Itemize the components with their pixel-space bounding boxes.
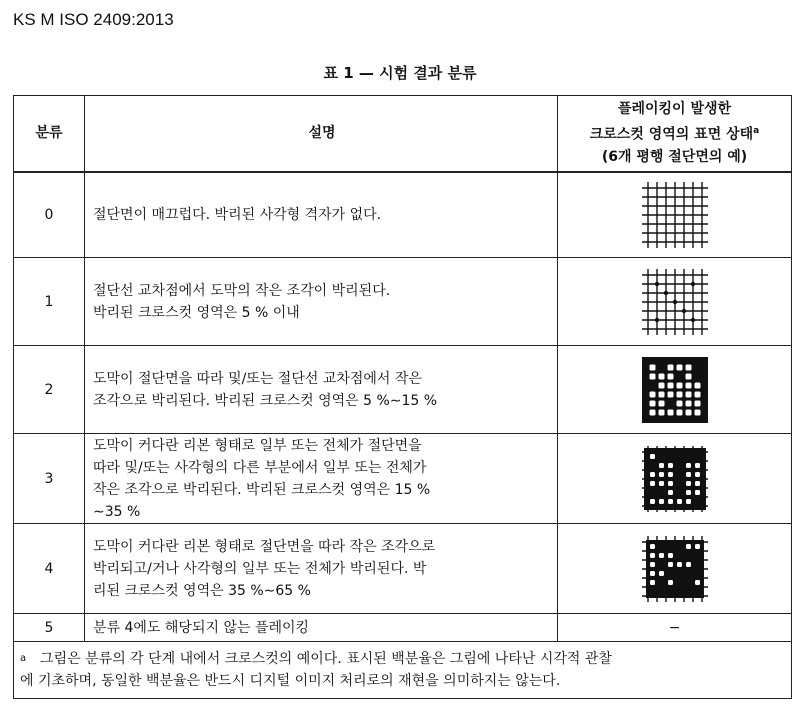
col-image-line3: (6개 평행 절단면의 예)	[601, 149, 748, 166]
table-row	[14, 524, 792, 614]
col-image-line1: 플레이킹이 발생한	[617, 101, 732, 118]
standard-id: KS M ISO 2409:2013	[13, 10, 174, 29]
crosscut-grid-1-icon	[640, 267, 710, 337]
class-cell: 1	[14, 258, 85, 346]
desc-cell: 절단선 교차점에서 도막의 작은 조각이 박리된다. 박리된 크로스컷 영역은 5 % 이내	[85, 258, 558, 346]
col-header-desc: 설명	[85, 96, 558, 172]
table-row	[14, 434, 792, 524]
class-cell: 5	[14, 614, 85, 642]
desc-cell: 도막이 커다란 리본 형태로 일부 또는 전체가 절단면을 따라 및/또는 사각형의 다른 부분에서 일부 또는 전체가 작은 조각으로 박리된다. 박리된 크로스컷 영역은 15 % ∼35 %	[85, 434, 558, 524]
col-header-class: 분류	[14, 96, 85, 172]
table-row	[14, 346, 792, 434]
crosscut-grid-3-icon	[640, 444, 710, 514]
class-cell: 0	[14, 172, 85, 258]
image-cell	[558, 434, 792, 524]
class-cell: 2	[14, 346, 85, 434]
image-cell	[558, 524, 792, 614]
footnote-line1: 그림은 분류의 각 단계 내에서 크로스컷의 예이다. 표시된 백분율은 그림에 나타난 시각적 관찰	[40, 651, 612, 667]
footnote	[14, 642, 792, 699]
crosscut-grid-4-icon	[640, 534, 710, 604]
crosscut-grid-2-icon	[640, 355, 710, 425]
footnote-row	[14, 642, 792, 699]
crosscut-grid-0-icon	[640, 180, 710, 250]
table-row	[14, 258, 792, 346]
image-cell	[558, 172, 792, 258]
desc-cell: 도막이 절단면을 따라 및/또는 절단선 교차점에서 작은 조각으로 박리된다. 박리된 크로스컷 영역은 5 %∼15 %	[85, 346, 558, 434]
image-cell-dash: −	[558, 614, 792, 642]
footnote-mark: a	[20, 653, 27, 664]
table-caption: 표 1 — 시험 결과 분류	[323, 64, 477, 82]
footnote-line2: 에 기초하며, 동일한 백분율은 반드시 디지털 이미지 처리로의 재현을 의미하지는 않는다.	[20, 673, 561, 689]
desc-cell: 분류 4에도 해당되지 않는 플레이킹	[85, 614, 558, 642]
classification-table	[13, 95, 792, 699]
class-cell: 3	[14, 434, 85, 524]
desc-cell: 도막이 커다란 리본 형태로 절단면을 따라 작은 조각으로 박리되고/거나 사각형의 일부 또는 전체가 박리된다. 박 리된 크로스컷 영역은 35 %∼65 %	[85, 524, 558, 614]
col-header-image	[558, 96, 792, 172]
class-cell: 4	[14, 524, 85, 614]
col-image-line2: 크로스컷 영역의 표면 상태$^a$	[589, 126, 760, 144]
table-row	[14, 172, 792, 258]
table-row	[14, 614, 792, 642]
image-cell	[558, 258, 792, 346]
desc-cell: 절단면이 매끄럽다. 박리된 사각형 격자가 없다.	[85, 172, 558, 258]
image-cell	[558, 346, 792, 434]
